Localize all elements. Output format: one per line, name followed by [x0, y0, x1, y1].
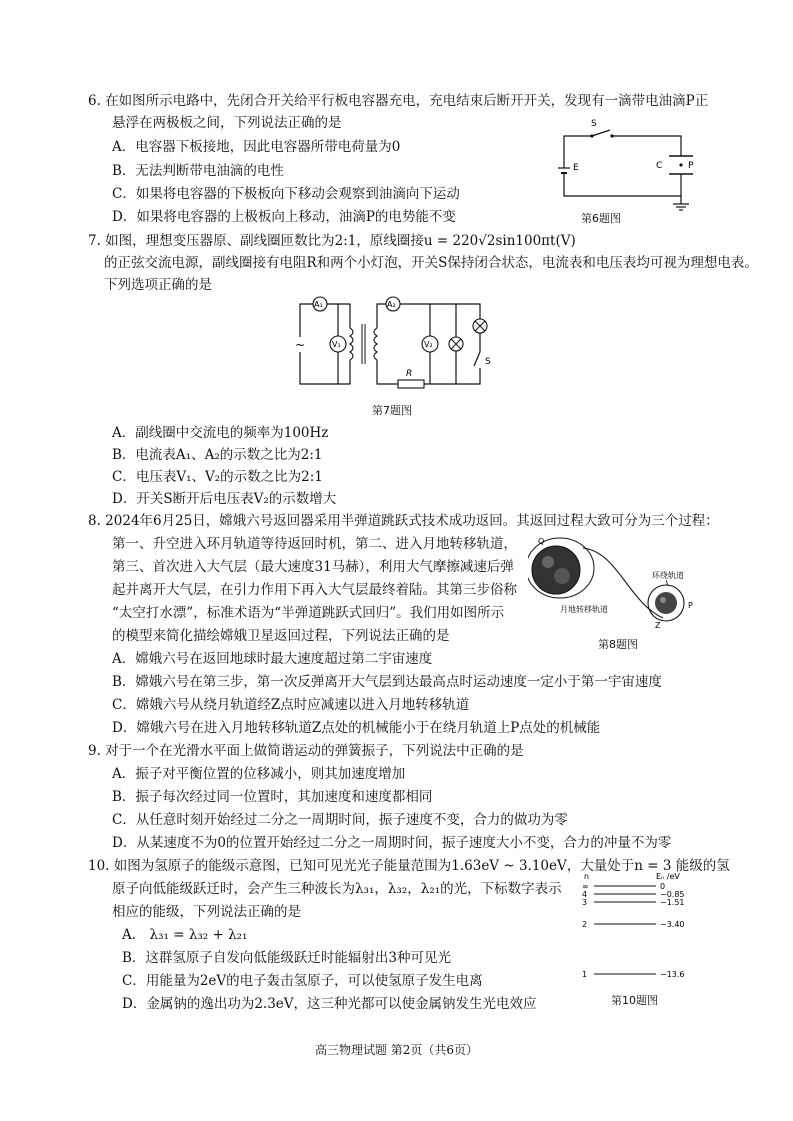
q9-option-b: B．振子每次经过同一位置时，其加速度和速度都相同	[112, 789, 433, 805]
q8-p-label: P	[688, 601, 693, 610]
q7-circuit-figure	[280, 292, 500, 392]
q8-stem-line2: 第一、升空进入环月轨道等待返回时机，第二、进入月地转移轨道，	[112, 536, 517, 552]
q7-a2-label: A₂	[387, 300, 396, 309]
q10-energy-level-diagram	[570, 872, 720, 984]
q7-stem-line1: 7. 如图，理想变压器原、副线圈匝数比为2:1，原线圈接u = 220√2sin100πt(V)	[88, 233, 576, 249]
q6-option-d: D．如果将电容器的上极板向上移动，油滴P的电势能不变	[112, 209, 456, 225]
energy-level-e: −13.6	[660, 970, 685, 979]
q7-v2-label: V₂	[424, 340, 433, 349]
q9-option-a: A．振子对平衡位置的位移减小，则其加速度增加	[112, 766, 406, 782]
q6-stem-line2: 悬浮在两极板之间，下列说法正确的是	[112, 115, 342, 131]
q8-transfer-label: 月地转移轨道	[560, 605, 608, 614]
q7-secondary-coil	[374, 328, 377, 360]
energy-level-n: 3	[582, 898, 588, 907]
q7-r-label: R	[406, 369, 413, 379]
q6-option-c: C．如果将电容器的下极板向下移动会观察到油滴向下运动	[112, 186, 460, 202]
q7-caption: 第7题图	[372, 404, 412, 417]
q6-c-label: C	[656, 161, 663, 171]
q7-stem-line3: 下列选项正确的是	[104, 277, 212, 293]
q6-option-a: A．电容器下板接地，因此电容器所带电荷量为0	[112, 139, 401, 155]
q10-n-axis-label: n	[584, 872, 590, 881]
page-footer: 高三物理试题 第2页（共6页）	[314, 1043, 479, 1057]
q8-orbit-label: 环绕轨道	[652, 571, 684, 580]
q10-option-b: B．这群氢原子自发向低能级跃迁时能辐射出3种可见光	[122, 950, 452, 966]
energy-level-n: 2	[582, 920, 588, 929]
q8-option-d: D．嫦娥六号在进入月地转移轨道Z点处的机械能小于在绕月轨道上P点处的机械能	[112, 720, 601, 736]
energy-level-e: 0	[660, 882, 666, 891]
q10-option-a: A． λ₃₁ = λ₃₂ + λ₂₁	[122, 927, 248, 943]
q6-p-label: P	[688, 161, 694, 171]
q7-option-b: B．电流表A₁、A₂的示数之比为2:1	[112, 447, 323, 463]
q8-option-a: A．嫦娥六号在返回地球时最大速度超过第二宇宙速度	[112, 651, 433, 667]
q8-orbit-figure	[528, 532, 698, 632]
q9-option-d: D．从某速度不为0的位置开始经过二分之一周期时间，振子速度大小不变，合力的冲量不为零	[112, 835, 672, 851]
energy-level-e: −0.85	[660, 890, 685, 899]
q7-v1-label: V₁	[332, 340, 341, 349]
q8-stem-line3: 第三、首次进入大气层（最大速度31马赫），利用大气摩擦减速后弹	[112, 559, 514, 575]
q10-stem-line3: 相应的能级，下列说法正确的是	[112, 904, 301, 920]
q6-stem-line1: 6. 在如图所示电路中，先闭合开关给平行板电容器充电，充电结束后断开开关，发现有一滴带电油滴P正	[88, 93, 709, 109]
q9-option-c: C．从任意时刻开始经过二分之一周期时间，振子速度不变，合力的做功为零	[112, 812, 568, 828]
q7-primary-coil	[350, 328, 353, 360]
q10-option-d: D．金属钠的逸出功为2.3eV，这三种光都可以使金属钠发生光电效应	[122, 996, 537, 1012]
q6-circuit-figure	[550, 112, 700, 212]
q7-s-label: S	[485, 357, 491, 367]
energy-level-n: ∞	[582, 882, 589, 891]
q8-option-c: C．嫦娥六号从绕月轨道经Z点时应减速以进入月地转移轨道	[112, 697, 470, 713]
energy-level-e: −3.40	[660, 920, 685, 929]
q7-a1-label: A₁	[314, 300, 323, 309]
q10-stem-line2: 原子向低能级跃迁时，会产生三种波长为λ₃₁，λ₃₂，λ₂₁的光，下标数字表示	[112, 881, 562, 897]
energy-level-n: 4	[582, 890, 588, 899]
energy-level-n: 1	[582, 970, 588, 979]
q6-switch-blade	[592, 130, 610, 136]
q8-stem-line6: 的模型来简化描绘嫦娥卫星返回过程，下列说法正确的是	[112, 628, 450, 644]
q8-earth	[532, 546, 580, 594]
q7-switch-s	[474, 352, 480, 366]
q10-caption: 第10题图	[611, 994, 658, 1007]
q7-stem-line2: 的正弦交流电源，副线圈接有电阻R和两个小灯泡，开关S保持闭合状态，电流表和电压表均可视为理想电表。	[104, 255, 758, 271]
q10-stem-line1: 10. 如图为氢原子的能级示意图，已知可见光光子能量范围为1.63eV ~ 3.10eV，大量处于n = 3 能级的氢	[88, 858, 730, 874]
q7-option-c: C．电压表V₁、V₂的示数之比为2:1	[112, 469, 323, 485]
q6-switch-label: S	[591, 119, 597, 129]
q8-z-label: Z	[655, 621, 661, 630]
energy-level-e: −1.51	[660, 898, 685, 907]
q7-ac-source: ~	[295, 338, 306, 352]
q8-option-b: B．嫦娥六号在第三步，第一次反弹离开大气层到达最高点时运动速度一定小于第一宇宙速度	[112, 674, 662, 690]
q8-moon	[655, 592, 677, 614]
q6-oil-drop	[679, 163, 682, 166]
q9-stem: 9. 对于一个在光滑水平面上做简谐运动的弹簧振子，下列说法中正确的是	[88, 743, 524, 759]
q6-caption: 第6题图	[581, 212, 621, 225]
q10-option-c: C．用能量为2eV的电子轰击氢原子，可以使氢原子发生电离	[122, 973, 483, 989]
q7-option-d: D．开关S断开后电压表V₂的示数增大	[112, 491, 337, 507]
q8-stem-line5: “太空打水漂”，标准术语为“半弹道跳跃式回归”。我们用如图所示	[112, 605, 505, 621]
q8-stem-line4: 起并离开大气层，在引力作用下再入大气层最终着陆。其第三步俗称	[112, 582, 517, 598]
q10-e-axis-label: Eₙ /eV	[656, 872, 680, 881]
q7-resistor-r	[398, 380, 424, 388]
q6-option-b: B．无法判断带电油滴的电性	[112, 163, 284, 179]
q8-q-label: Q	[538, 537, 545, 546]
q6-e-label: E	[573, 163, 579, 173]
q8-stem-line1: 8. 2024年6月25日，嫦娥六号返回器采用半弹道跳跃式技术成功返回。其返回过程大致可分为三个过程：	[88, 513, 719, 529]
q7-option-a: A．副线圈中交流电的频率为100Hz	[112, 425, 329, 441]
q8-caption: 第8题图	[598, 638, 638, 651]
